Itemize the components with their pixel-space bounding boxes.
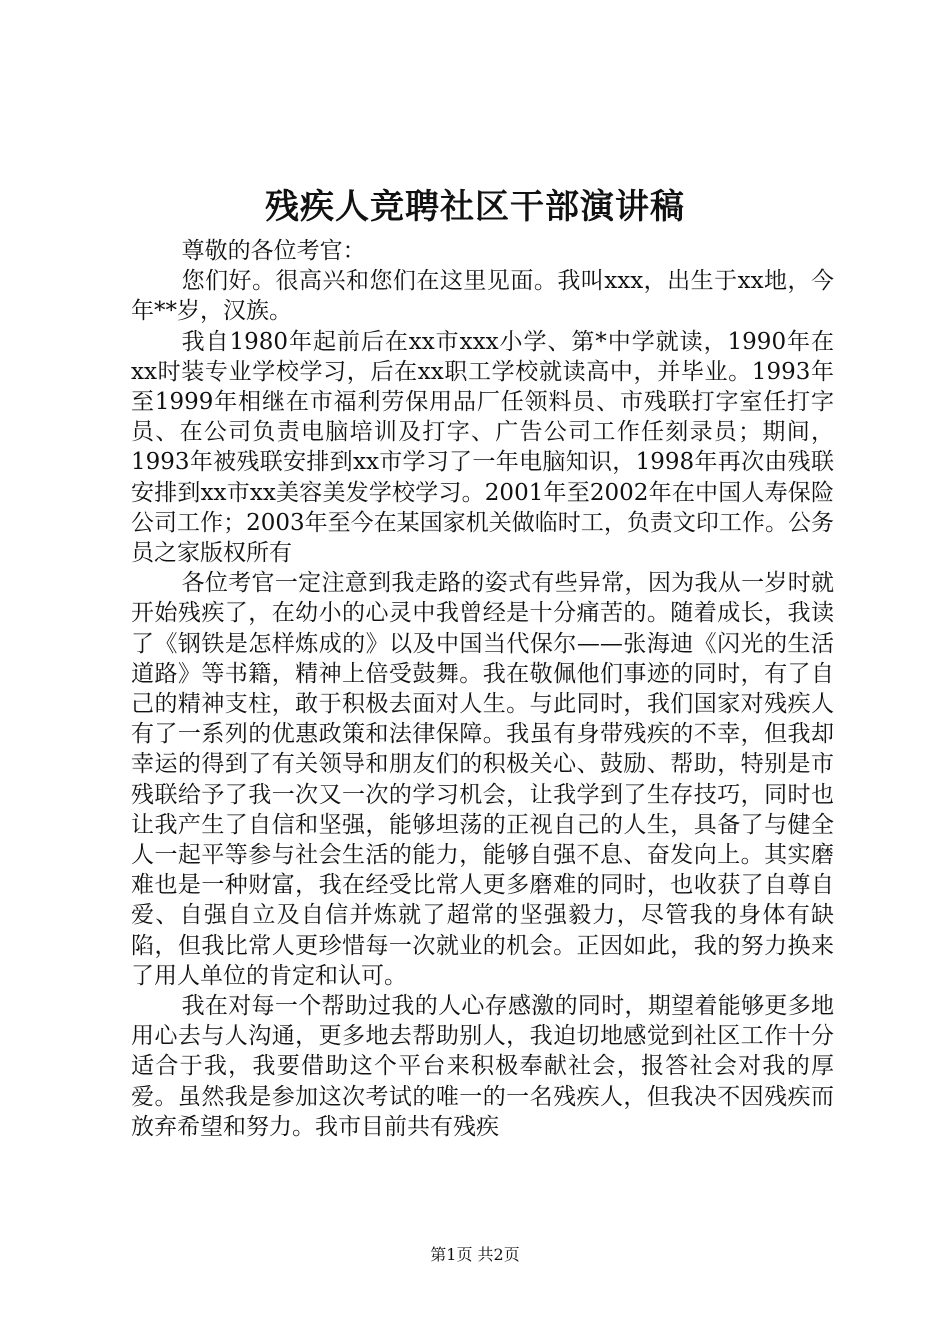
paragraph-motivation: 我在对每一个帮助过我的人心存感激的同时，期望着能够更多地用心去与人沟通，更多地去帮助别人，我迫切地感觉到社区工作十分适合于我，我要借助这个平台来积极奉献社会，报答社会对我的厚爱。虽然我是参加这次考试的唯一的一名残疾人，但我决不因残疾而放弃希望和努力。我市目前共有残疾 bbox=[131, 993, 834, 1140]
document-title: 残疾人竞聘社区干部演讲稿 bbox=[265, 187, 685, 227]
page-number-footer: 第1页 共2页 bbox=[430, 1245, 520, 1264]
paragraph-greeting: 您们好。很高兴和您们在这里见面。我叫xxx，出生于xx地，今年**岁，汉族。 bbox=[131, 268, 834, 325]
paragraph-background: 我自1980年起前后在xx市xxx小学、第*中学就读，1990年在xx时装专业学校学习，后在xx职工学校就读高中，并毕业。1993年至1999年相继在市福利劳保用品厂任领料员、市残联打字室任打字员、在公司负责电脑培训及打字、广告公司工作任刻录员；期间，1993年被残联安排到xx市学习了一年电脑知识，1998年再次由残联安排到xx市xx美容美发学校学习。2001年至2002年在中国人寿保险公司工作；2003年至今在某国家机关做临时工，负责文印工作。公务员之家版权所有 bbox=[131, 328, 834, 567]
salutation: 尊敬的各位考官： bbox=[181, 238, 366, 264]
document-body bbox=[131, 236, 834, 1142]
paragraph-experience: 各位考官一定注意到我走路的姿式有些异常，因为我从一岁时就开始残疾了，在幼小的心灵中我曾经是十分痛苦的。随着成长，我读了《钢铁是怎样炼成的》以及中国当代保尔——张海迪《闪光的生活道路》等书籍，精神上倍受鼓舞。我在敬佩他们事迹的同时，有了自己的精神支柱，敢于积极去面对人生。与此同时，我们国家对残疾人有了一系列的优惠政策和法律保障。我虽有身带残疾的不幸，但我却幸运的得到了有关领导和朋友们的积极关心、鼓励、帮助，特别是市残联给予了我一次又一次的学习机会，让我学到了生存技巧，同时也让我产生了自信和坚强，能够坦荡的正视自己的人生，具备了与健全人一起平等参与社会生活的能力，能够自强不息、奋发向上。其实磨难也是一种财富，我在经受比常人更多磨难的同时，也收获了自尊自爱、自强自立及自信并炼就了超常的坚强毅力，尽管我的身体有缺陷，但我比常人更珍惜每一次就业的机会。正因如此，我的努力换来了用人单位的肯定和认可。 bbox=[131, 570, 834, 989]
